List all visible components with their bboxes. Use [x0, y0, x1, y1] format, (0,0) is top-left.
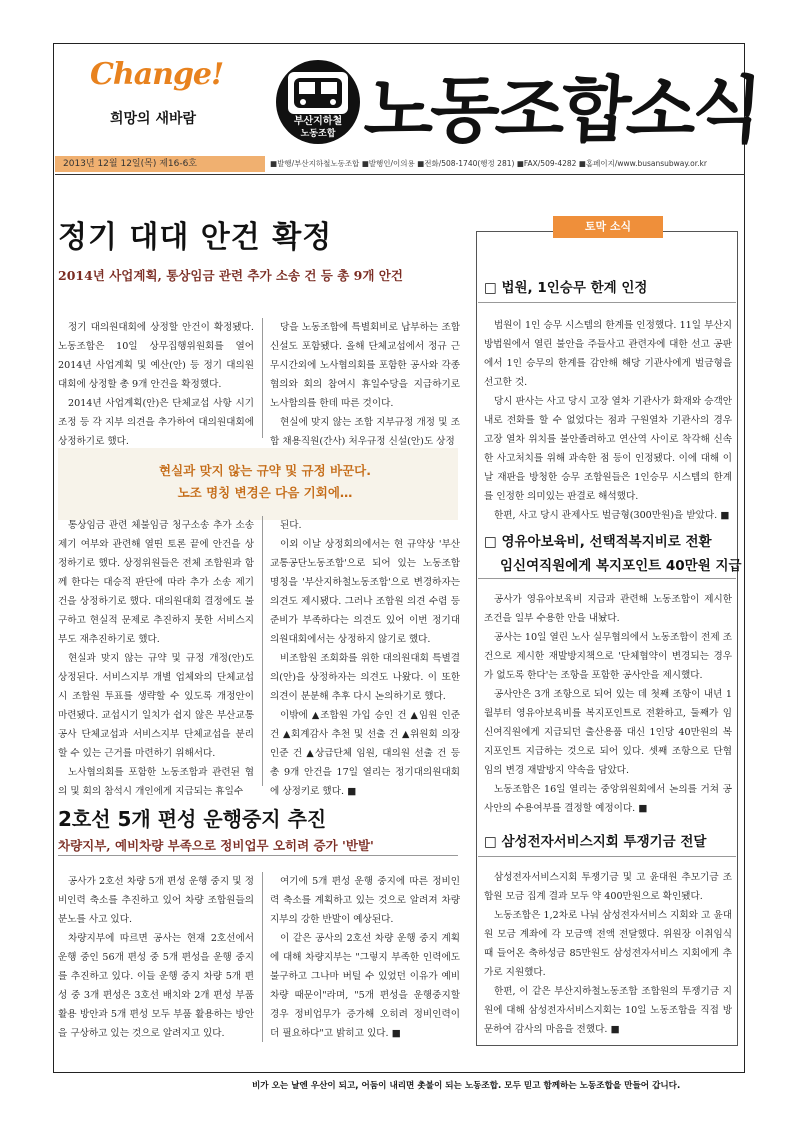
- article2-rule: [58, 855, 458, 856]
- paragraph: 노동조합은 1,2차로 나눠 삼성전자서비스 지회와 고 윤대원 모금 계좌에 각 모금액 전액 전달했다. 위원장 이취임식때 들어온 축하성금 85만원도 삼성전자서비스 지회에게 추가로 지원했다.: [484, 910, 732, 978]
- paragraph: 이외 이날 상정회의에서는 현 규약상 '부산교통공단노동조합'으로 되어 있는 노동조합 명칭을 '부산지하철노동조합'으로 변경하자는 의견도 제시됐다. 그러나 조합원 의견 수렴 등 준비가 부족하다는 의견도 있어 이번 정기대의원대회에서는 상정하지 않기로 했다.: [270, 539, 460, 645]
- paragraph: 공사가 2호선 차량 5개 편성 운행 중지 및 정비인력 축소를 추진하고 있어 차량 조합원들의 분노를 사고 있다.: [58, 876, 254, 925]
- train-icon: [288, 72, 348, 114]
- paragraph: 당을 노동조합에 특별회비로 납부하는 조합 신설도 포함됐다. 올해 단체교섭에서 정규 근무시간외에 노사협의회를 포함한 공사와 각종 협의와 회의 참여시 휴일수당을 지급하기로 노사합의를 한데 따른 것이다.: [270, 322, 460, 409]
- paragraph: 공사안은 3개 조항으로 되어 있는 데 첫째 조항이 내년 1월부터 영유아보육비를 복지포인트로 전환하고, 둘째가 임신여직원에게 지급되던 출산용품 대신 1인당 40만원의 복지포인트 지급하는 것으로 되어 있다. 셋째 조항으로 단협 임의 변경 재발방지 약속을 담았다.: [484, 689, 732, 776]
- article1-title: 정기 대대 안건 확정: [58, 220, 333, 255]
- sidebar-s1-title: □ 법원, 1인승무 한계 인정: [484, 280, 648, 296]
- paragraph: 통상임금 관련 체불임금 청구소송 추가 소송 제기 여부와 관련해 열띤 토론 끝에 안건을 상정하기로 했다. 상정위원들은 전체 조합원과 함께 한다는 대승적 판단에 따라 추가 소송 제기 건을 상정하기로 했다. 대의원대회 결정에도 불구하고 현실적 문제로 추진하지 못한 서비스지부도 재추진하기로 했다.: [58, 520, 254, 645]
- paragraph: 여기에 5개 편성 운행 중지에 따른 정비인력 축소를 계획하고 있는 것으로 알려져 차량지부의 강한 반발이 예상된다.: [270, 876, 460, 925]
- sidebar-s2-title1: □ 영유아보육비, 선택적복지비로 전환: [484, 534, 712, 550]
- sidebar-s2-title2: 임신여직원에게 복지포인트 40만원 지급: [500, 558, 742, 574]
- paragraph: 정기 대의원대회에 상정할 안건이 확정됐다. 노동조합은 10일 상무집행위원회를 열어 2014년 사업계획 및 예산(안) 등 정기 대의원대회에 상정할 총 9개 안건을 확정했다.: [58, 322, 254, 390]
- logo-text-line2: 노동조합: [300, 129, 336, 139]
- issue-date: 2013년 12월 12일(목) 제16-6호: [55, 156, 265, 172]
- article2-subtitle: 차량지부, 예비차량 부족으로 정비업무 오히려 증가 '반발': [58, 838, 374, 853]
- pull-quote-line1: 현실과 맞지 않는 규약 및 규정 바꾼다.: [159, 463, 371, 478]
- paragraph: 노동조합은 16일 열리는 중앙위원회에서 논의를 거쳐 공사안의 수용여부를 결정할 예정이다. ■: [484, 784, 732, 814]
- sidebar-s3-body: [484, 868, 732, 1039]
- paragraph: 된다.: [280, 520, 302, 531]
- sidebar-tag: 토막 소식: [553, 216, 663, 238]
- article1-subtitle: 2014년 사업계획, 통상임금 관련 추가 소송 건 등 총 9개 안건: [58, 268, 403, 283]
- paragraph: 이밖에 ▲조합원 가입 승인 건 ▲임원 인준 건 ▲회계감사 추천 및 선출 건 ▲위원회 의장 인준 건 ▲상급단체 임원, 대의원 선출 건 등 총 9개 안건을 17일 열리는 정기대의원대회에 상정키로 했다. ■: [270, 710, 460, 797]
- slogan: 희망의 새바람: [110, 111, 197, 127]
- footer-slogan: 비가 오는 날엔 우산이 되고, 어둠이 내리면 촛불이 되는 노동조합. 모두 믿고 함께하는 노동조합을 만들어 갑니다.: [252, 1081, 681, 1091]
- paragraph: 현실에 맞지 않는 조합 지부규정 개정 및 조합 채용직원(간사) 처우규정 신설(안)도 상정: [270, 417, 460, 447]
- column-divider: [262, 872, 263, 1042]
- article1-col2: [270, 318, 460, 451]
- paragraph: 공사는 10일 열린 노사 실무협의에서 노동조합이 전제 조건으로 제시한 재발방지책으로 '단체협약이 변경되는 경우가 없도록 한다'는 조항을 포함한 공사안을 제시했다.: [484, 632, 732, 681]
- paragraph: 차량지부에 따르면 공사는 현재 2호선에서 운행 중인 56개 편성 중 5개 편성을 운행 중지를 추진하고 있다. 이들 운행 중지 차량 5개 편성 중 3개 편성은 3호선 배치와 2개 편성 부품 활용 방안과 5개 편성 모두 부품 활용하는 방안을 구상하고 있는 것으로 알려지고 있다.: [58, 933, 254, 1039]
- paragraph: 당시 판사는 사고 당시 고장 열차 기관사가 화재와 승객안내로 전화를 할 수 없었다는 점과 구원열차 기관사의 경우 고장 열차 위치를 불안졸려하고 연산역 사이로 착각해 신속한 사고처치를 위해 과속한 점 등이 인정됐다. 이에 대해 이날 재판을 방청한 승무 조합원들은 1인승무 시스템의 한계를 인정한 의미있는 판결로 해석했다.: [484, 396, 732, 502]
- paragraph: 공사가 영유아보육비 지급과 관련해 노동조합이 제시한 조건을 일부 수용한 안을 내놨다.: [484, 594, 732, 624]
- pull-quote: [130, 460, 400, 504]
- paragraph: 삼성전자서비스지회 투쟁기금 및 고 윤대원 추모기금 조합원 모금 집계 결과 모두 약 400만원으로 확인됐다.: [484, 872, 732, 902]
- paragraph: 이 같은 공사의 2호선 차량 운행 중지 계획에 대해 차량지부는 "그렇지 부족한 인력에도 불구하고 그나마 버틸 수 있었던 이유가 예비차량 때문이"라며, "5개 편성을 운행중지할 경우 정비업무가 증가해 오히려 정비인력이 더 필요하다"고 밝히고 있다. ■: [270, 933, 460, 1039]
- paragraph: 한편, 사고 당시 관제사도 벌금형(300만원)을 받았다. ■: [494, 510, 730, 521]
- sidebar-s1-body: [484, 316, 732, 525]
- pull-quote-line2: 노조 명칭 변경은 다음 기회에…: [177, 485, 353, 500]
- logo-text-line1: 부산지하철: [293, 116, 343, 127]
- paragraph: 비조합원 조회화를 위한 대의원대회 특별결의(안)을 상정하자는 의견도 나왔다. 이 또한 의견이 분분해 추후 다시 논의하기로 했다.: [270, 653, 460, 702]
- paragraph: 한편, 이 같은 부산지하철노동조합 조합원의 투쟁기금 지원에 대해 삼성전자서비스지회는 10일 노동조합을 직접 방문하여 감사의 마음을 전했다. ■: [484, 986, 732, 1035]
- article1-col1: [58, 318, 254, 451]
- sidebar-rule: [478, 578, 736, 579]
- paragraph: 2014년 사업계획(안)은 단체교섭 사항 시기 조정 등 각 지부 의견을 추가하여 대의원대회에 상정하기로 했다.: [58, 398, 254, 447]
- sidebar-rule: [478, 302, 736, 303]
- masthead-title: 노동조합소식: [361, 67, 761, 152]
- article2-col2: [270, 872, 460, 1043]
- article1-col3: [58, 516, 254, 801]
- paragraph: 현실과 맞지 않는 규약 및 규정 개정(안)도 상정된다. 서비스지부 개별 업체와의 단체교섭 시 조합원 투표를 생략할 수 있도록 개정안이 마련됐다. 교섭시기 일치가 쉽지 않은 부산교통공사 단체교섭과 서비스지부 단체교섭을 분리할 수 있는 근거를 마련하기 위해서다.: [58, 653, 254, 759]
- paragraph: 법원이 1인 승무 시스템의 한계를 인정했다. 11일 부산지방법원에서 열린 불안을 주들사고 관련자에 대한 선고 공판에서 1인 승무의 한계를 감안해 해당 기관사에게 벌금형을 선고한 것.: [484, 320, 732, 388]
- column-divider: [262, 318, 263, 438]
- article2-col1: [58, 872, 254, 1043]
- article1-col4: [270, 516, 460, 801]
- sidebar-s2-body: [484, 590, 732, 818]
- sidebar-rule: [478, 856, 736, 857]
- header-rule: [55, 174, 745, 175]
- article2-title: 2호선 5개 편성 운행중지 추진: [58, 807, 327, 831]
- sidebar-s3-title: □ 삼성전자서비스지회 투쟁기금 전달: [484, 834, 707, 850]
- paragraph: 노사협의회를 포함한 노동조합과 관련된 협의 및 회의 참석시 개인에게 지급되는 휴일수: [58, 767, 254, 797]
- change-logo: Change!: [90, 57, 224, 92]
- column-divider: [262, 516, 263, 786]
- publisher-info: ■발행/부산지하철노동조합 ■발행인/이의용 ■전화/508-1740(행정 281) ■FAX/509-4282 ■홈페이지/www.busansubway.or.kr: [270, 159, 707, 168]
